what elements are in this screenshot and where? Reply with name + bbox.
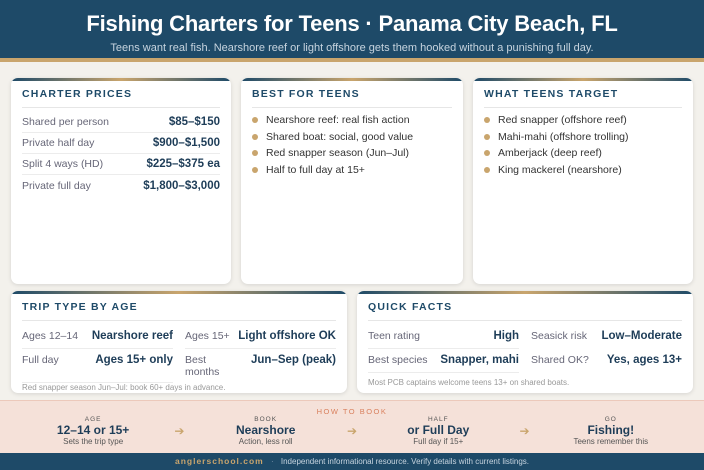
how-to-book-title: HOW TO BOOK <box>316 407 388 416</box>
step-sub: Full day if 15+ <box>413 437 464 446</box>
what-teens-target-card <box>473 78 693 284</box>
note: Red snapper season Jun–Jul: book 60+ days in advance. <box>22 383 226 392</box>
price-value: $900–$1,500 <box>152 137 220 149</box>
card-title: WHAT TEENS TARGET <box>484 88 682 108</box>
how-to-book-band <box>0 400 704 453</box>
card-title: BEST FOR TEENS <box>252 88 452 108</box>
price-value: $85–$150 <box>168 116 220 128</box>
bullet-icon <box>484 117 490 123</box>
price-label: Private full day <box>22 179 91 192</box>
trip-type-card <box>11 291 347 393</box>
list-item <box>252 112 452 129</box>
fact-value: Snapper, mahi <box>440 354 519 366</box>
step-sub: Sets the trip type <box>63 437 124 446</box>
step-title: 12–14 or 15+ <box>56 423 130 437</box>
fact-value: Light offshore OK <box>238 330 336 342</box>
footer-separator: · <box>270 457 274 466</box>
arrow-right-icon: ➔ <box>519 424 530 438</box>
price-row <box>22 133 220 154</box>
price-row <box>22 175 220 196</box>
note: Most PCB captains welcome teens 13+ on shared boats. <box>368 378 570 387</box>
footer-text: Independent informational resource. Verify details with current listings. <box>280 457 530 466</box>
list-item-text: Mahi-mahi (offshore trolling) <box>498 130 629 143</box>
page-subtitle: Teens want real fish. Nearshore reef or light offshore gets them hooked without a punishing full day. <box>110 42 594 54</box>
fact-label: Teen rating <box>368 330 420 342</box>
list-item-text: Nearshore reef: real fish action <box>266 114 410 127</box>
fact-cell <box>22 325 173 349</box>
list-item-text: Red snapper season (Jun–Jul) <box>266 147 410 160</box>
footer <box>0 453 704 470</box>
bullet-icon <box>252 117 258 123</box>
fact-cell <box>531 349 682 373</box>
list-item <box>252 162 452 179</box>
card-title: TRIP TYPE BY AGE <box>22 301 336 321</box>
fact-label: Seasick risk <box>531 330 588 342</box>
fact-value: Jun–Sep (peak) <box>251 354 336 366</box>
charter-prices-card <box>11 78 231 284</box>
fact-value: Yes, ages 13+ <box>606 354 682 366</box>
bullet-icon <box>484 167 490 173</box>
fact-label: Full day <box>22 354 59 366</box>
step-sub: Teens remember this <box>573 437 649 446</box>
page-title: Fishing Charters for Teens · Panama City Beach, FL <box>86 11 618 36</box>
fact-label: Shared OK? <box>531 354 589 366</box>
fact-cell <box>368 325 519 349</box>
step-kicker: AGE <box>84 416 102 423</box>
bullet-icon <box>252 134 258 140</box>
fact-label: Best months <box>185 354 220 378</box>
fact-label: Ages 15+ <box>185 330 230 342</box>
price-value: $1,800–$3,000 <box>143 179 220 192</box>
best-for-teens-card <box>241 78 463 284</box>
list-item <box>484 112 682 129</box>
fact-value: Ages 15+ only <box>95 354 173 366</box>
fact-label: Ages 12–14 <box>22 330 79 342</box>
fact-cell <box>368 349 519 373</box>
list-item <box>484 129 682 146</box>
card-title: CHARTER PRICES <box>22 88 220 108</box>
list-item-text: Red snapper (offshore reef) <box>498 114 627 127</box>
bullet-icon <box>484 134 490 140</box>
bullet-icon <box>252 150 258 156</box>
list-item <box>484 162 682 179</box>
bullet-icon <box>484 150 490 156</box>
fact-cell <box>185 325 336 349</box>
step <box>546 416 676 446</box>
fact-cell <box>22 349 173 383</box>
footer-brand-link[interactable]: anglerschool.com <box>174 456 264 466</box>
step <box>201 416 331 446</box>
list-item-text: Shared boat: social, good value <box>266 130 414 143</box>
step-kicker: BOOK <box>254 416 278 423</box>
step-title: or Full Day <box>407 423 470 437</box>
list-item-text: Half to full day at 15+ <box>266 163 365 176</box>
step-sub: Action, less roll <box>238 437 293 446</box>
quick-facts-card <box>357 291 693 393</box>
fact-value: Low–Moderate <box>601 330 682 342</box>
price-label: Split 4 ways (HD) <box>22 158 104 170</box>
list-item-text: King mackerel (nearshore) <box>498 163 622 176</box>
header <box>0 0 704 62</box>
step-kicker: HALF <box>427 416 449 423</box>
fact-value: Nearshore reef <box>91 330 173 342</box>
step-title: Fishing! <box>587 423 635 437</box>
price-row <box>22 112 220 133</box>
price-label: Private half day <box>22 137 95 149</box>
arrow-right-icon: ➔ <box>346 424 357 438</box>
step-kicker: GO <box>604 416 617 423</box>
fact-label: Best species <box>368 354 428 366</box>
list-item <box>252 129 452 146</box>
price-label: Shared per person <box>22 116 109 128</box>
bullet-icon <box>252 167 258 173</box>
fact-cell <box>185 349 336 383</box>
fact-cell <box>531 325 682 349</box>
arrow-right-icon: ➔ <box>174 424 185 438</box>
step <box>28 416 158 446</box>
price-row <box>22 154 220 175</box>
step-title: Nearshore <box>236 423 296 437</box>
list-item <box>484 145 682 162</box>
fact-value: High <box>493 330 519 342</box>
step <box>373 416 503 446</box>
price-value: $225–$375 ea <box>146 158 220 170</box>
card-title: QUICK FACTS <box>368 301 682 321</box>
list-item <box>252 145 452 162</box>
list-item-text: Amberjack (deep reef) <box>498 147 602 160</box>
